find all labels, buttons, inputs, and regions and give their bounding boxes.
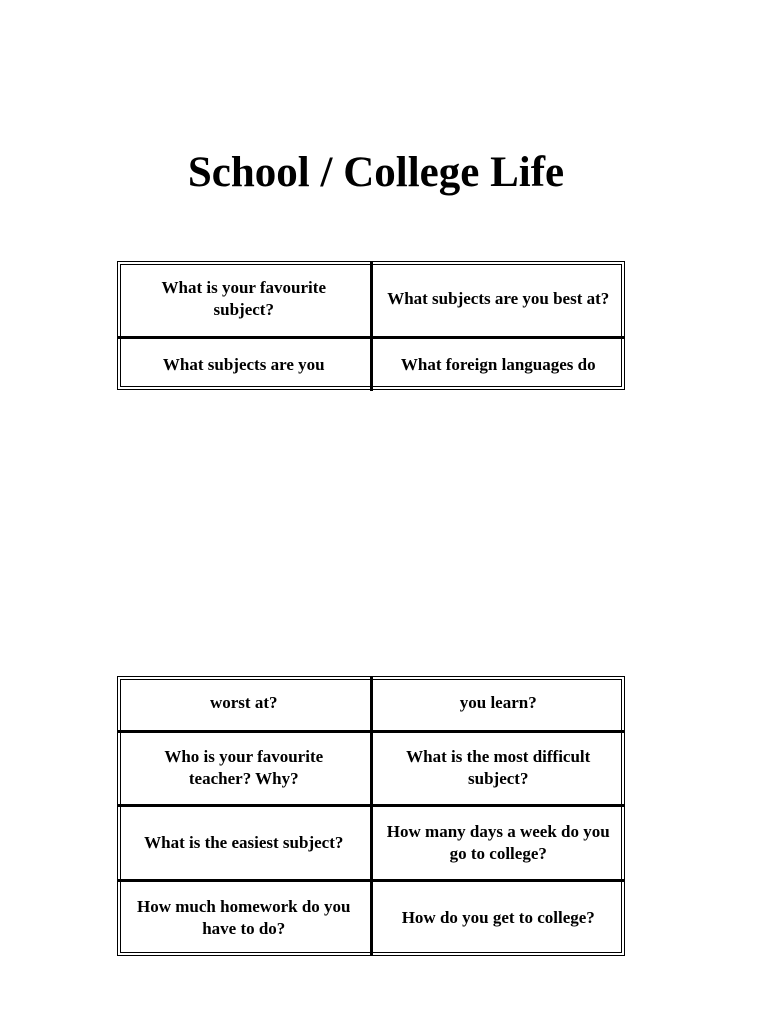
table-row [118,731,624,805]
question-card: What is the easiest subject? [118,805,371,880]
question-card: How much homework do you have to do? [118,880,371,955]
question-card: What foreign languages do [400,354,596,374]
question-card: you learn? [371,677,624,731]
table-row [118,677,624,731]
question-card: worst at? [118,677,371,731]
question-cards-table-top [117,261,625,390]
question-cards-table-bottom [117,676,625,956]
question-card: What is the most difficult subject? [371,731,624,805]
question-card: What subjects are you [118,337,371,391]
question-card: What is your favourite subject? [118,262,371,337]
table-row [118,880,624,955]
table-row [118,262,624,337]
table-row [118,337,624,391]
page-title: School / College Life [187,149,565,196]
question-card: What subjects are you best at? [371,262,624,337]
question-card: Who is your favourite teacher? Why? [118,731,371,805]
question-card: How many days a week do you go to college? [371,805,624,880]
table-row [118,805,624,880]
question-card: How do you get to college? [401,908,595,928]
